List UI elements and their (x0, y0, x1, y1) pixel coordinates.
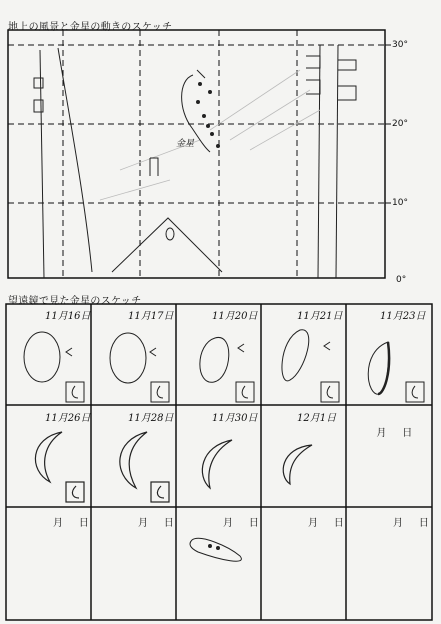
telescope-grid (6, 304, 432, 620)
date-label-r3c3 (223, 514, 259, 529)
date-label-r2c3: 11月30日 (212, 413, 258, 424)
venus-phase-row1 (24, 330, 424, 402)
venus-scribble-row3 (190, 538, 241, 561)
month-label: 月 (393, 518, 403, 529)
date-label-r1c4: 11月21日 (297, 311, 343, 322)
day-label: 日 (163, 518, 174, 529)
date-label-r1c5: 11月23日 (380, 311, 426, 322)
date-label-r1c1: 11月16日 (45, 311, 91, 322)
date-label-r2c4: 12月1日 (297, 413, 337, 424)
date-label-r1c3: 11月20日 (212, 311, 258, 322)
date-label-r1c2: 11月17日 (128, 311, 174, 322)
month-label: 月 (223, 518, 233, 529)
landscape-pole-right (306, 45, 356, 278)
landscape-sketch-title: 地上の風景と金星の動きのスケッチ (8, 22, 173, 33)
venus-trail (150, 70, 220, 176)
altitude-label-10: 10° (392, 198, 408, 208)
date-label-r3c1 (53, 514, 89, 529)
month-label: 月 (138, 518, 148, 529)
altitude-label-20: 20° (392, 119, 408, 129)
day-label: 日 (418, 518, 429, 529)
date-label-r3c5 (393, 514, 429, 529)
day-label: 日 (248, 518, 259, 529)
month-label: 月 (53, 518, 63, 529)
altitude-label-0: 0° (396, 275, 407, 285)
altitude-label-30: 30° (392, 40, 408, 50)
date-label-r2c2: 11月28日 (128, 413, 174, 424)
month-label: 月 (376, 428, 387, 439)
day-label: 日 (78, 518, 89, 529)
telescope-sketch-title: 望遠鏡で見た金星のスケッチ (8, 296, 142, 307)
day-label: 日 (402, 428, 413, 439)
day-label: 日 (333, 518, 344, 529)
date-label-r3c2 (138, 514, 174, 529)
venus-annotation: 金星 (176, 139, 195, 149)
date-label-r2c5 (370, 413, 412, 439)
month-label: 月 (308, 518, 318, 529)
date-label-r2c1: 11月26日 (45, 413, 91, 424)
venus-phase-row2 (35, 432, 312, 502)
sky-scribble (100, 70, 320, 200)
landscape-mountain (112, 218, 222, 272)
date-label-r3c4 (308, 514, 344, 529)
